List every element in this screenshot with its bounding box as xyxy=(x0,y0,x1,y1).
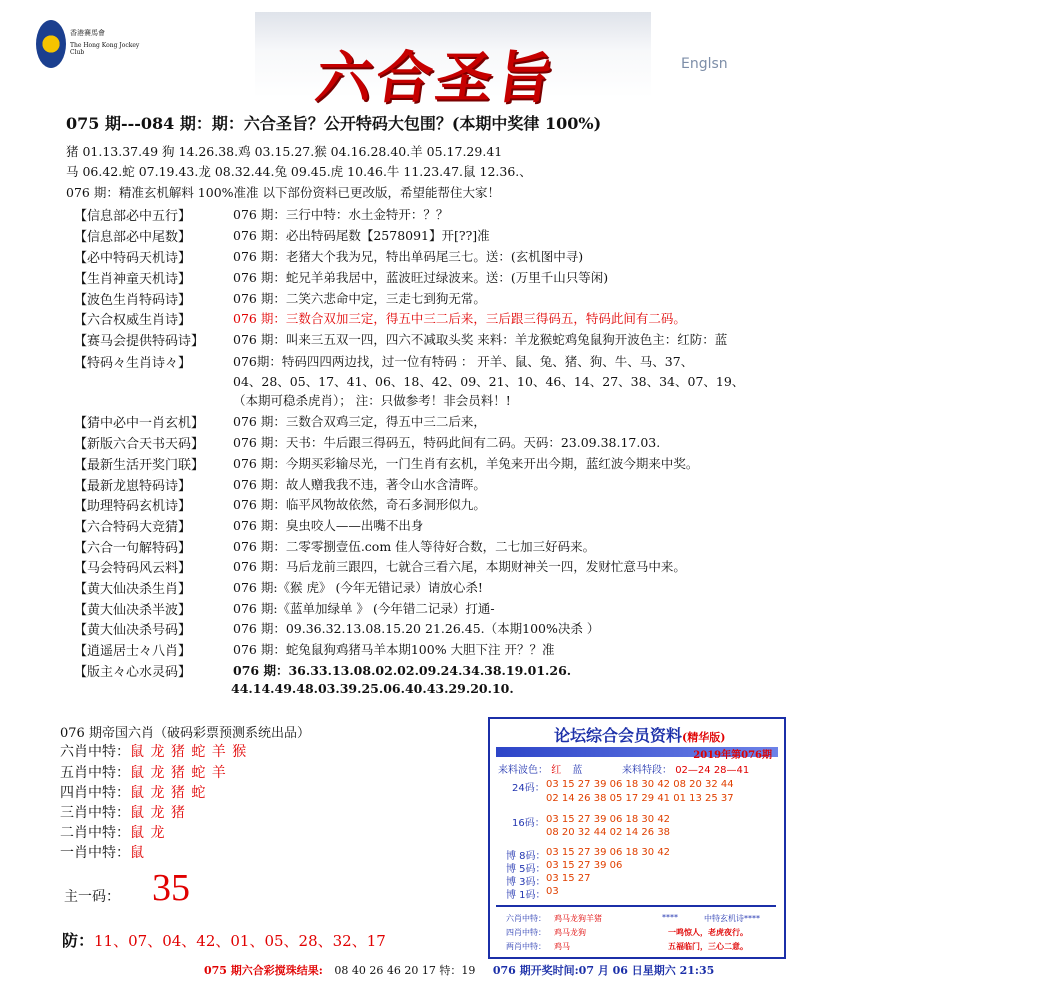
row-label: 【黄大仙决杀生肖】 xyxy=(74,582,192,597)
six-zodiac-value: 鼠 龙 猪 蛇 羊 猴 xyxy=(130,744,248,760)
row-value-highlight: 076 期：三数合双加三定，得五中三二后来，三后跟三得码五，特码此间有二码。 xyxy=(233,311,686,326)
zodiac-numbers-line-2: 马 06.42.蛇 07.19.43.龙 08.32.44.兔 09.45.虎 10.46.牛 11.23.47.鼠 12.36.、 xyxy=(66,164,532,179)
card-six-label: 六肖中特： xyxy=(506,914,546,923)
title-banner xyxy=(255,12,651,111)
row-value: 076期：特码四四两边找，过一位有特码 ： 开羊、鼠、兔、猪、狗、牛、马、37、 xyxy=(233,354,694,369)
row-value: 076 期：叫来三五双一四，四六不减取头奖 来料：羊龙猴蛇鸡兔鼠狗开波色主：红防：蓝 xyxy=(233,332,728,347)
footer-result-label: 075 期六合彩搅珠结果: xyxy=(204,964,323,977)
card-two-value: 鸡马 xyxy=(554,942,570,951)
four-zodiac-label: 四肖中特： xyxy=(60,785,130,801)
five-zodiac-value: 鼠 龙 猪 蛇 羊 xyxy=(130,765,227,781)
row-value: 076 期：臭虫咬人——出嘴不出身 xyxy=(233,518,424,533)
special-label: 来料特段： xyxy=(622,765,672,776)
b3-numbers: 03 15 27 xyxy=(546,873,591,884)
row-value-continued: 44.14.49.48.03.39.25.06.40.43.29.20.10. xyxy=(231,681,514,696)
four-zodiac-row xyxy=(60,782,206,802)
special-row xyxy=(622,761,749,776)
member-info-card xyxy=(488,717,786,959)
row-value-continued: （本期可稳杀虎肖）； 注：只做参考！非会员料！! xyxy=(233,393,511,408)
row-value: 076 期：马后龙前三跟四，七就合三看六尾，本期财神关一四，发财忙意马中来。 xyxy=(233,559,686,574)
logo-english-name: The Hong Kong Jockey Club xyxy=(70,42,140,56)
row-value: 076 期:《蓝单加绿单 》 (今年错二记录）打通- xyxy=(233,601,495,616)
row-value: 076 期：故人赠我我不违，著令山水含清晖。 xyxy=(233,477,486,492)
b5-numbers: 03 15 27 39 06 xyxy=(546,860,623,871)
three-zodiac-row xyxy=(60,802,186,822)
row-label: 【最新龙崽特码诗】 xyxy=(74,479,192,494)
five-zodiac-label: 五肖中特： xyxy=(60,765,130,781)
c24-line-b: 02 14 26 38 05 17 29 41 01 13 25 37 xyxy=(546,793,734,804)
b8-label: 博 8码： xyxy=(506,851,546,862)
row-value-continued: 04、28、05、17、41、06、18、42、09、21、10、46、14、27、38、34、07、19、 xyxy=(233,374,745,389)
b8-numbers: 03 15 27 39 06 18 30 42 xyxy=(546,847,671,858)
special-value: 02—24 28—41 xyxy=(675,765,750,776)
row-value: 076 期：临平风物故依然，奇石多洞形似九。 xyxy=(233,497,486,512)
row-value: 076 期：二笑六悲命中定，三走七到狗无常。 xyxy=(233,291,486,306)
row-value: 076 期：今期买彩输尽光，一门生肖有玄机，羊兔来开出今期，蓝红波今期来中奖。 xyxy=(233,456,699,471)
row-value: 076 期：二零零捌壹伍.com 佳人等待好合数，二七加三好码来。 xyxy=(233,539,596,554)
c24-label: 24码： xyxy=(512,783,545,794)
wave-blue: 蓝 xyxy=(572,765,583,776)
row-label: 【猜中必中一肖玄机】 xyxy=(74,416,205,431)
card-year: 2019年第076期 xyxy=(693,750,772,761)
row-label: 【六合权威生肖诗】 xyxy=(74,313,192,328)
row-label: 【逍遥居士々八肖】 xyxy=(74,644,192,659)
main-number: 35 xyxy=(152,867,190,909)
row-value: 076 期：三行中特：水土金特开：？？ xyxy=(233,207,449,222)
defend-row xyxy=(62,928,386,951)
row-value: 076 期：三数合双鸡三定，得五中三二后来， xyxy=(233,414,486,429)
c24-line-a: 03 15 27 39 06 18 30 42 08 20 32 44 xyxy=(546,779,734,790)
b5-label: 博 5码： xyxy=(506,864,546,875)
c16-line-a: 03 15 27 39 06 18 30 42 xyxy=(546,814,671,825)
jockey-club-logo xyxy=(36,16,146,72)
row-value: 076 期：蛇兔鼠狗鸡猪马羊本期100% 大胆下注 开？？准 xyxy=(233,642,555,657)
footer-draw-time: 076 期开奖时间:07 月 06 日星期六 21:35 xyxy=(492,964,715,977)
c16-line-b: 08 20 32 44 02 14 26 38 xyxy=(546,827,671,838)
b3-label: 博 3码： xyxy=(506,877,546,888)
wave-red: 红 xyxy=(551,765,562,776)
two-zodiac-value: 鼠 龙 xyxy=(130,825,166,841)
card-title-text: 论坛综合会员资料 xyxy=(554,726,683,745)
three-zodiac-value: 鼠 龙 猪 xyxy=(130,805,186,821)
card-four-label: 四肖中特： xyxy=(506,928,546,937)
card-poem-title: 中特玄机诗**** xyxy=(704,914,760,923)
c16-label: 16码： xyxy=(512,818,545,829)
footer-bar xyxy=(204,962,714,978)
wave-label: 来料波色： xyxy=(498,765,548,776)
row-label: 【版主々心水灵码】 xyxy=(74,665,192,680)
zodiac-numbers-line-1: 猪 01.13.37.49 狗 14.26.38.鸡 03.15.27.猴 04.16.28.40.羊 05.17.29.41 xyxy=(66,144,503,159)
jockey-club-emblem-icon xyxy=(36,20,66,68)
row-label: 【新版六合天书天码】 xyxy=(74,437,205,452)
two-zodiac-label: 二肖中特： xyxy=(60,825,130,841)
logo-chinese-name: 香港賽馬會 xyxy=(70,29,105,37)
three-zodiac-label: 三肖中特： xyxy=(60,805,130,821)
row-label: 【信息部必中尾数】 xyxy=(74,230,192,245)
five-zodiac-row xyxy=(60,762,227,782)
row-label: 【波色生肖特码诗】 xyxy=(74,293,192,308)
card-poem-line-2: 五福临门，三心二意。 xyxy=(668,942,748,951)
row-value: 076 期：老猪大个我为兄，特出单码尾三七。送：(玄机图中寻) xyxy=(233,249,584,264)
card-title xyxy=(554,723,725,746)
one-zodiac-value: 鼠 xyxy=(130,845,145,861)
card-bottom-box xyxy=(496,905,776,953)
row-label: 【特码々生肖诗々】 xyxy=(74,356,192,371)
one-zodiac-row xyxy=(60,842,145,862)
one-zodiac-label: 一肖中特： xyxy=(60,845,130,861)
row-label: 【助理特码玄机诗】 xyxy=(74,499,192,514)
banner-title: 六合圣旨 xyxy=(311,45,562,111)
emperor-six-title: 076 期帝国六肖（破码彩票预测系统出品） xyxy=(60,726,310,741)
two-zodiac-row xyxy=(60,822,165,842)
page-headline: 075 期---084 期：期：六合圣旨？公开特码大包围？(本期中奖律 100%) xyxy=(66,114,602,133)
six-zodiac-label: 六肖中特： xyxy=(60,744,130,760)
card-four-value: 鸡马龙狗 xyxy=(554,928,586,937)
four-zodiac-value: 鼠 龙 猪 蛇 xyxy=(130,785,207,801)
row-label: 【黄大仙决杀半波】 xyxy=(74,603,192,618)
wave-row xyxy=(498,761,582,776)
row-label: 【黄大仙决杀号码】 xyxy=(74,623,192,638)
b1-numbers: 03 xyxy=(546,886,559,897)
card-stars: **** xyxy=(662,913,678,922)
six-zodiac-row xyxy=(60,741,247,761)
row-label: 【六合特码大竞猜】 xyxy=(74,520,192,535)
card-two-label: 两肖中特： xyxy=(506,942,546,951)
row-label: 【生肖神童天机诗】 xyxy=(74,272,192,287)
row-label: 【必中特码天机诗】 xyxy=(74,251,192,266)
row-value: 076 期：蛇兄羊弟我居中，蓝波旺过绿波来。送：(万里千山只等闲) xyxy=(233,270,609,285)
card-six-value: 鸡马龙狗羊猪 xyxy=(554,914,602,923)
defend-numbers: 11、07、04、42、01、05、28、32、17 xyxy=(94,932,386,950)
b1-label: 博 1码： xyxy=(506,890,546,901)
english-link[interactable]: Englsn xyxy=(681,56,728,72)
footer-result-value: 08 40 26 46 20 17 特：19 xyxy=(334,964,476,977)
row-value: 076 期:《猴 虎》 (今年无错记录）请放心杀! xyxy=(233,580,483,595)
row-label: 【信息部必中五行】 xyxy=(74,209,192,224)
row-label: 【最新生活开奖门联】 xyxy=(74,458,205,473)
row-label: 【六合一句解特码】 xyxy=(74,541,192,556)
defend-label: 防： xyxy=(62,931,95,950)
intro-text: 076 期：精准玄机解料 100%准准 以下部份资料已更改版，希望能帮住大家！ xyxy=(66,185,501,200)
row-label: 【马会特码风云料】 xyxy=(74,561,192,576)
card-poem-line-1: 一鸣惊人，老虎夜行。 xyxy=(668,928,748,937)
main-number-label: 主一码： xyxy=(64,889,120,905)
row-value: 076 期：09.36.32.13.08.15.20 21.26.45.（本期100%决杀 ） xyxy=(233,621,600,636)
row-label: 【赛马会提供特码诗】 xyxy=(74,334,205,349)
row-value: 076 期：天书：牛后跟三得码五，特码此间有二码。天码：23.09.38.17.03. xyxy=(233,435,661,450)
row-value: 076 期：必出特码尾数【2578091】开[??]准 xyxy=(233,228,490,243)
card-edition: (精华版) xyxy=(682,731,726,744)
row-value: 076 期：36.33.13.08.02.02.09.24.34.38.19.01.26. xyxy=(233,663,572,678)
